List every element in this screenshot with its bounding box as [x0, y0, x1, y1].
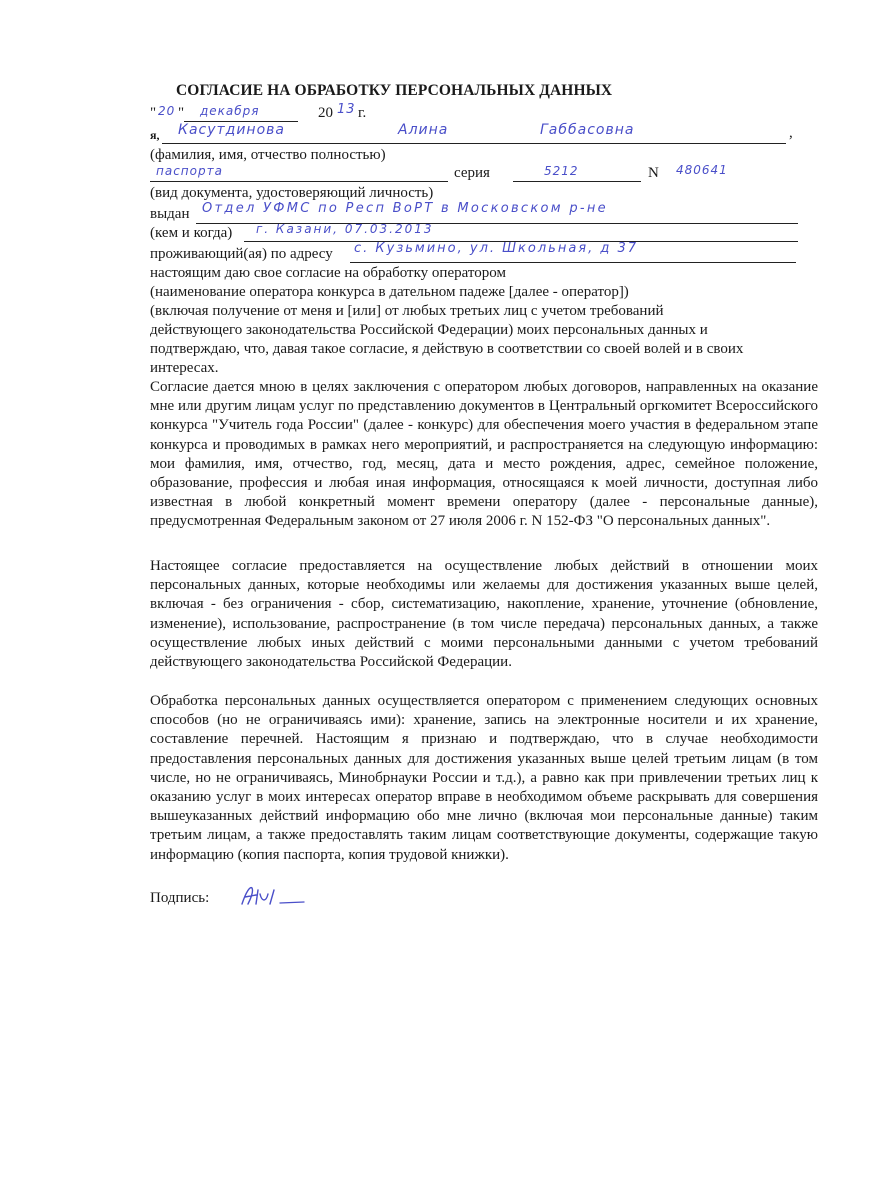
consent-line-2: (наименование оператора конкурса в дательном падеже [далее - оператор]): [150, 284, 629, 300]
document-type-value: паспорта: [156, 164, 223, 178]
date-month: декабря: [200, 104, 260, 118]
series-underline: [513, 181, 641, 182]
date-quote-close: ": [178, 105, 185, 121]
document-type-underline: [150, 181, 448, 182]
consent-line-5: подтверждаю, что, давая такое согласие, я действую в соответствии со своей волей и в своих: [150, 341, 744, 357]
issued-by-value: Отдел УФМС по Респ ВоРТ в Московском р-не: [202, 201, 608, 216]
date-year-suffix: 13: [337, 102, 356, 117]
surname-value: Касутдинова: [178, 122, 285, 138]
number-value: 480641: [676, 163, 728, 177]
number-label: N: [648, 165, 659, 181]
patronymic-value: Габбасовна: [540, 122, 635, 138]
series-value: 5212: [544, 164, 579, 178]
paragraph-actions: Настоящее согласие предоставляется на осуществление любых действий в отношении моих персональных данных, которые необходимы или желаемы для достижения указанных выше целей, включая - без ограничения - сбор, систематизацию, накопление, хранение, уточнение (обновление, изменение), использование, распространение (в том числе передача) персональных данных, а также осуществление любых иных действий с моими персональными данными с учетом требований действующего законодательства Российской Федерации.: [150, 558, 818, 671]
date-year-prefix: 20: [318, 105, 333, 121]
issued-place-date-value: г. Казани, 07.03.2013: [256, 222, 434, 236]
address-underline: [350, 262, 796, 263]
issued-label: выдан: [150, 206, 190, 222]
name-hint: (фамилия, имя, отчество полностью): [150, 147, 386, 163]
date-quote-open: ": [150, 105, 157, 121]
paragraph-purpose: Согласие дается мною в целях заключения с оператором любых договоров, направленных на оказание мне или другим лицам услуг по представлению документов в Центральный оргкомитет Всероссийского конкурса "Учитель года России" (далее - конкурс) для обеспечения моего участия в федеральном этапе конкурса и проводимых в рамках него мероприятий, и распространяется на следующую информацию: мои фамилия, имя, отчество, год, месяц, дата и место рождения, адрес, семейное положение, образование, профессия и любая иная информация, относящаяся к моей личности, доступная либо известная в любой конкретный момент времени оператору (далее - персональные данные), предусмотренная Федеральным законом от 27 июля 2006 г. N 152-ФЗ "О персональных данных".: [150, 379, 818, 530]
consent-line-3: (включая получение от меня и [или] от любых третьих лиц с учетом требований: [150, 303, 664, 319]
signature-mark: [236, 884, 308, 910]
consent-line-4: действующего законодательства Российской Федерации) моих персональных данных и: [150, 322, 708, 338]
first-name-value: Алина: [398, 122, 449, 138]
name-underline: [162, 143, 786, 144]
consent-line-6: интересах.: [150, 360, 219, 376]
consent-line-1: настоящим даю свое согласие на обработку оператором: [150, 265, 506, 281]
signature-label: Подпись:: [150, 890, 210, 906]
issued-hint: (кем и когда): [150, 225, 233, 241]
series-label: серия: [454, 165, 490, 181]
address-value: с. Кузьмино, ул. Школьная, д 37: [354, 241, 639, 256]
paragraph-processing: Обработка персональных данных осуществляется оператором с применением следующих основных способов (но не ограничиваясь ими): хранение, запись на электронные носители и их хранение, составление перечней. Настоящим я признаю и подтверждаю, что в случае необходимости предоставления персональных данных для достижения указанных выше целей третьим лицам (в том числе, но не ограничиваясь, Минобрнауки России и т.д.), а равно как при привлечении третьих лиц к оказанию услуг в моих интересах оператор вправе в необходимом объеме раскрывать для совершения вышеуказанных действий информацию обо мне лично (включая мои персональные данные) таким третьим лицам, а также предоставлять таким лицам соответствующие документы, содержащие такую информацию (копия паспорта, копия трудовой книжки).: [150, 693, 818, 863]
document-title: СОГЛАСИЕ НА ОБРАБОТКУ ПЕРСОНАЛЬНЫХ ДАННЫХ: [176, 82, 613, 99]
date-day: 20: [158, 104, 176, 118]
document-type-hint: (вид документа, удостоверяющий личность): [150, 185, 434, 201]
date-year-label: г.: [358, 105, 367, 121]
address-label: проживающий(ая) по адресу: [150, 246, 333, 262]
name-label: я,: [150, 128, 160, 142]
name-trailing-comma: ,: [789, 125, 793, 141]
